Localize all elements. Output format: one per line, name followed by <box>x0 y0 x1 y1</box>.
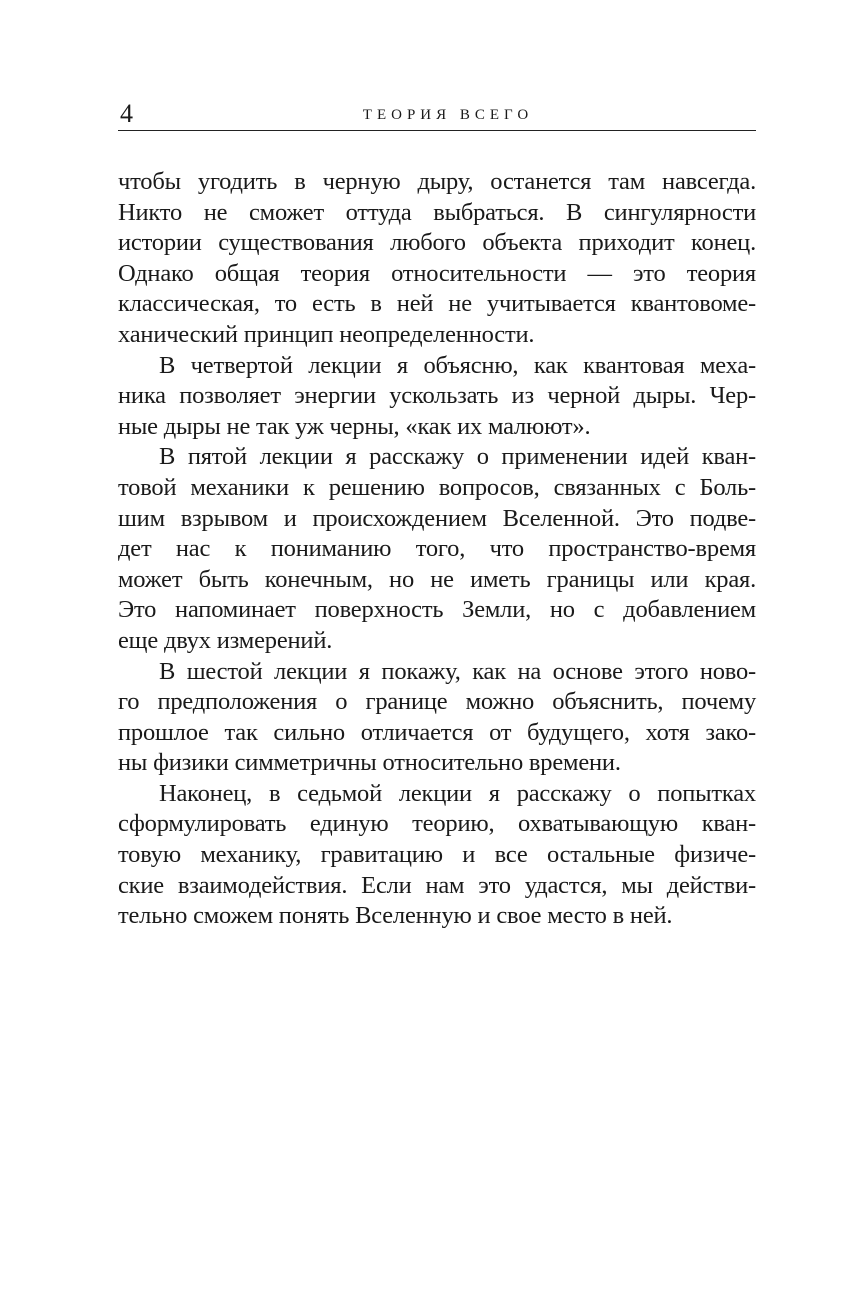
text-line: ханический принцип неопределенности. <box>118 320 535 348</box>
paragraph <box>118 657 756 779</box>
text-line: Никто не сможет оттуда выбраться. В сингулярности <box>118 198 756 226</box>
text-line: истории существования любого объекта приходит конец. <box>118 229 756 257</box>
body-text <box>118 167 756 932</box>
paragraph <box>118 167 756 351</box>
text-line: прошлое так сильно отличается от будущего, хотя зако- <box>118 718 756 746</box>
text-line: дет нас к пониманию того, что пространство-время <box>118 535 756 563</box>
running-title: ТЕОРИЯ ВСЕГО <box>362 107 534 123</box>
text-line: В четвертой лекции я объясню, как квантовая меха- <box>159 351 756 379</box>
text-line: ные дыры не так уж черны, «как их малюют». <box>118 412 591 440</box>
paragraph <box>118 779 756 932</box>
text-line: чтобы угодить в черную дыру, останется там навсегда. <box>118 168 756 195</box>
text-line: ские взаимодействия. Если нам это удастся, мы действи- <box>118 871 756 899</box>
text-line: Наконец, в седьмой лекции я расскажу о попытках <box>159 779 756 807</box>
paragraph <box>118 351 756 443</box>
text-line: ника позволяет энергии ускользать из черной дыры. Чер- <box>118 382 756 410</box>
page-number: 4 <box>120 99 133 128</box>
text-line: может быть конечным, но не иметь границы или края. <box>118 565 756 593</box>
text-line: товой механики к решению вопросов, связанных с Боль- <box>118 473 756 501</box>
text-line: В пятой лекции я расскажу о применении идей кван- <box>159 443 756 471</box>
text-line: Это напоминает поверхность Земли, но с добавлением <box>118 596 756 624</box>
text-line: го предположения о границе можно объяснить, почему <box>118 688 756 716</box>
text-line: еще двух измерений. <box>118 626 333 654</box>
text-line: В шестой лекции я покажу, как на основе этого ново- <box>159 657 756 685</box>
text-line: сформулировать единую теорию, охватывающую кван- <box>118 810 756 838</box>
running-header <box>118 98 756 131</box>
text-line: шим взрывом и происхождением Вселенной. Это подве- <box>118 504 756 532</box>
text-line: Однако общая теория относительности — это теория <box>118 259 756 287</box>
paragraph <box>118 442 756 656</box>
text-line: товую механику, гравитацию и все остальные физиче- <box>118 841 756 869</box>
text-line: ны физики симметричны относительно времени. <box>118 749 621 777</box>
text-line: классическая, то есть в ней не учитывается квантовоме- <box>118 290 756 318</box>
text-line: тельно сможем понять Вселенную и свое место в ней. <box>118 902 673 930</box>
